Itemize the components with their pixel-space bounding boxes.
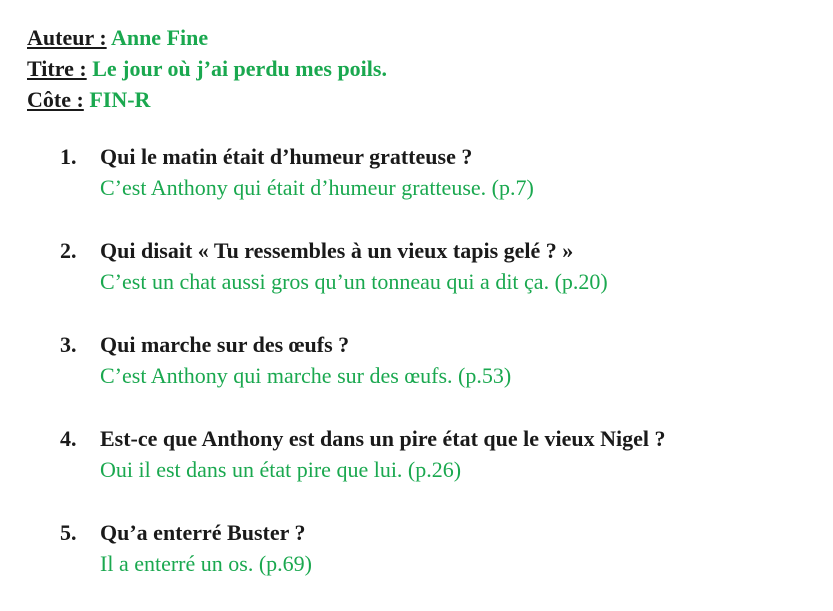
answer-text: Oui il est dans un état pire que lui. (p.26) — [100, 457, 462, 482]
question-item — [60, 141, 820, 235]
cote-value: FIN-R — [89, 87, 151, 112]
question-number: 5. — [60, 520, 77, 545]
title-row — [27, 53, 387, 84]
answer-text: C’est Anthony qui était d’humeur gratteuse. (p.7) — [100, 175, 534, 200]
question-item — [60, 235, 820, 329]
question-text: Qu’a enterré Buster ? — [100, 520, 306, 545]
author-row — [27, 22, 387, 53]
question-number: 1. — [60, 144, 77, 169]
cote-label: Côte : — [27, 87, 84, 112]
title-value: Le jour où j’ai perdu mes poils. — [92, 56, 387, 81]
question-text: Qui disait « Tu ressembles à un vieux tapis gelé ? » — [100, 238, 574, 263]
question-text: Est-ce que Anthony est dans un pire état que le vieux Nigel ? — [100, 426, 666, 451]
answer-text: C’est Anthony qui marche sur des œufs. (p.53) — [100, 363, 512, 388]
question-item — [60, 329, 820, 423]
question-number: 2. — [60, 238, 77, 263]
question-number: 3. — [60, 332, 77, 357]
question-text: Qui marche sur des œufs ? — [100, 332, 350, 357]
author-label: Auteur : — [27, 25, 107, 50]
question-item — [60, 517, 820, 611]
answer-text: Il a enterré un os. (p.69) — [100, 551, 312, 576]
author-value: Anne Fine — [110, 25, 209, 50]
title-label: Titre : — [27, 56, 87, 81]
cote-row — [27, 84, 387, 115]
question-number: 4. — [60, 426, 77, 451]
answer-text: C’est un chat aussi gros qu’un tonneau qui a dit ça. (p.20) — [100, 269, 608, 294]
question-text: Qui le matin était d’humeur gratteuse ? — [100, 144, 473, 169]
book-metadata — [27, 22, 387, 115]
question-item — [60, 423, 820, 517]
question-list — [60, 141, 820, 611]
